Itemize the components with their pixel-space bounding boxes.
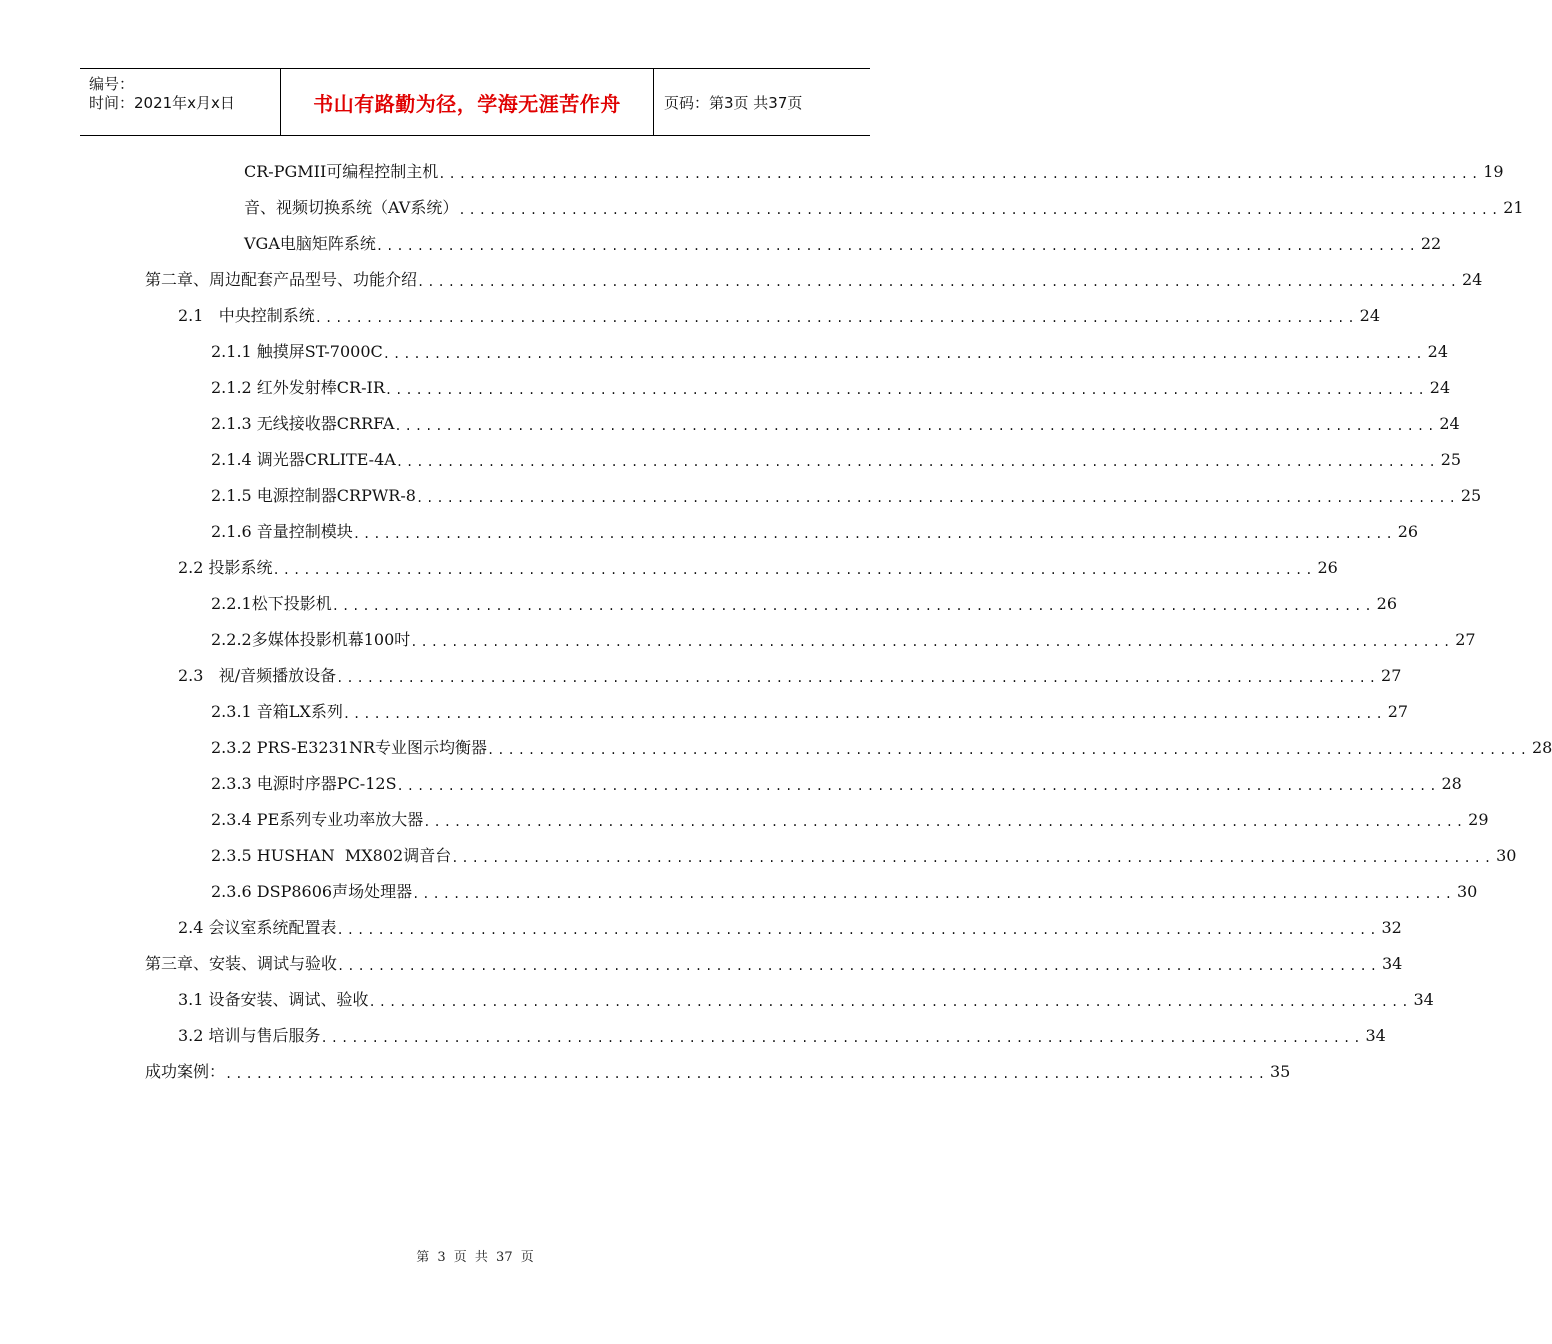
toc-entry-page: 26 [1397,522,1419,541]
header-motto-cell [281,69,654,135]
toc-entry-page: 24 [1427,342,1449,361]
toc-entry-title: 第三章、安装、调试与验收 [145,954,338,973]
toc-entry[interactable] [211,340,1449,364]
toc-entry-title: 2.2.1松下投影机 [211,594,332,613]
toc-entry-title: 2.2 投影系统 [178,558,273,577]
toc-entry[interactable] [211,736,1552,760]
toc-entry-page: 27 [1387,702,1409,721]
toc-leader-dots: ...................................................................................................... [423,815,1467,829]
toc-entry-page: 26 [1317,558,1338,577]
toc-entry[interactable] [178,664,1402,688]
toc-entry[interactable] [244,196,1524,220]
toc-leader-dots: ...................................................................................................... [337,959,1380,973]
toc-entry[interactable] [211,844,1517,868]
toc-entry[interactable] [244,232,1442,256]
toc-entry-title: 2.3.2 PRS-E3231NR专业图示均衡器 [211,738,488,757]
toc-leader-dots: ...................................................................................................... [384,383,1428,397]
toc-leader-dots: ...................................................................................................... [438,167,1482,181]
toc-leader-dots: ...................................................................................................... [412,887,1455,901]
toc-entry[interactable] [178,988,1434,1012]
toc-entry[interactable] [211,412,1460,436]
toc-entry-title: VGA电脑矩阵系统 [244,234,376,253]
toc-entry-title: CR-PGMII可编程控制主机 [244,162,439,181]
toc-entry[interactable] [145,268,1483,292]
toc-entry-page: 24 [1359,306,1380,325]
toc-entry-title: 2.4 会议室系统配置表 [178,918,337,937]
toc-entry[interactable] [211,808,1489,832]
toc-entry-page: 35 [1269,1062,1291,1081]
toc-leader-dots: ...................................................................................................... [352,527,1396,541]
toc-entry-page: 19 [1483,162,1504,181]
toc-entry[interactable] [211,628,1476,652]
toc-entry[interactable] [211,700,1409,724]
toc-entry-page: 27 [1381,666,1402,685]
toc-entry[interactable] [211,880,1478,904]
toc-entry-page: 26 [1376,594,1397,613]
toc-leader-dots: ...................................................................................................... [225,1067,1268,1081]
toc-entry-title: 2.1.5 电源控制器CRPWR-8 [211,486,416,505]
toc-leader-dots: ...................................................................................................... [375,239,1419,253]
toc-entry-page: 34 [1365,1026,1386,1045]
toc-entry[interactable] [178,304,1380,328]
toc-entry-title: 2.1.3 无线接收器CRRFA [211,414,395,433]
toc-entry-title: 2.3.4 PE系列专业功率放大器 [211,810,424,829]
toc-entry-title: 2.1.2 红外发射棒CR-IR [211,378,385,397]
toc-entry-page: 28 [1531,738,1552,757]
toc-leader-dots: ...................................................................................................... [487,743,1530,757]
toc-entry-page: 25 [1440,450,1462,469]
toc-leader-dots: ...................................................................................................... [336,923,1380,937]
toc-entry[interactable] [178,916,1402,940]
toc-leader-dots: ...................................................................................................... [382,347,1426,361]
page-header [80,68,870,136]
toc-entry-title: 2.1.4 调光器CRLITE-4A [211,450,396,469]
toc-entry[interactable] [145,1060,1291,1084]
toc-leader-dots: ...................................................................................................... [415,491,1459,505]
toc-entry-title: 2.3.6 DSP8606声场处理器 [211,882,413,901]
toc-entry-title: 3.1 设备安装、调试、验收 [178,990,369,1009]
header-page-label: 页码：第3页 共37页 [664,93,803,112]
toc-leader-dots: ...................................................................................................... [368,995,1412,1009]
toc-entry-page: 30 [1496,846,1517,865]
toc-leader-dots: ...................................................................................................... [320,1031,1364,1045]
header-page-cell [654,69,870,135]
toc-entry[interactable] [178,556,1338,580]
toc-entry-page: 25 [1460,486,1482,505]
toc-leader-dots: ...................................................................................................... [458,203,1502,217]
toc-leader-dots: ...................................................................................................... [396,779,1440,793]
toc-entry-title: 2.3.5 HUSHAN MX802调音台 [211,846,452,865]
toc-entry-title: 2.3 视/音频播放设备 [178,666,337,685]
toc-entry-title: 音、视频切换系统（AV系统） [244,198,459,217]
toc-leader-dots: ...................................................................................................... [417,275,1460,289]
toc-entry[interactable] [211,592,1397,616]
toc-leader-dots: ...................................................................................................... [336,671,1380,685]
toc-entry-page: 30 [1457,882,1478,901]
toc-leader-dots: ...................................................................................................... [410,635,1454,649]
document-time-label: 时间：2021年x月x日 [89,94,235,112]
page-footer [0,1246,950,1265]
toc-entry-title: 2.2.2多媒体投影机幕100吋 [211,630,411,649]
toc-leader-dots: ...................................................................................................... [331,599,1375,613]
toc-entry-title: 2.1.1 触摸屏ST-7000C [211,342,383,361]
toc-entry[interactable] [211,772,1462,796]
toc-entry-title: 成功案例： [145,1062,226,1081]
toc-entry-title: 2.1 中央控制系统 [178,306,315,325]
toc-leader-dots: ...................................................................................................... [342,707,1386,721]
toc-entry-page: 32 [1381,918,1402,937]
toc-entry-title: 3.2 培训与售后服务 [178,1026,321,1045]
toc-entry[interactable] [211,484,1482,508]
toc-leader-dots: ...................................................................................................... [395,455,1439,469]
toc-entry-page: 28 [1441,774,1462,793]
toc-entry-page: 24 [1461,270,1483,289]
toc-leader-dots: ...................................................................................................... [314,311,1358,325]
toc-entry-page: 21 [1503,198,1524,217]
toc-entry-page: 24 [1439,414,1460,433]
toc-entry-title: 第二章、周边配套产品型号、功能介绍 [145,270,418,289]
toc-entry[interactable] [211,376,1451,400]
toc-entry[interactable] [211,448,1462,472]
toc-entry[interactable] [211,520,1419,544]
toc-leader-dots: ...................................................................................................... [451,851,1495,865]
toc-leader-dots: ...................................................................................................... [394,419,1438,433]
toc-entry-page: 27 [1455,630,1476,649]
toc-entry-page: 24 [1429,378,1451,397]
document-number-label: 编号： [89,75,135,93]
toc-leader-dots: ...................................................................................................... [272,563,1316,577]
toc-entry-page: 34 [1381,954,1403,973]
toc-entry-title: 2.3.3 电源时序器PC-12S [211,774,397,793]
toc-entry-title: 2.3.1 音箱LX系列 [211,702,343,721]
toc-entry-page: 22 [1420,234,1442,253]
toc-entry-page: 34 [1413,990,1434,1009]
toc-entry-page: 29 [1468,810,1489,829]
header-info-cell [80,69,281,135]
header-motto: 书山有路勤为径，学海无涯苦作舟 [313,91,621,116]
toc-entry[interactable] [145,952,1403,976]
toc-entry-title: 2.1.6 音量控制模块 [211,522,353,541]
toc-entry[interactable] [244,160,1504,184]
toc-entry[interactable] [178,1024,1386,1048]
footer-page-number: 第 3 页 共 37 页 [416,1250,534,1265]
